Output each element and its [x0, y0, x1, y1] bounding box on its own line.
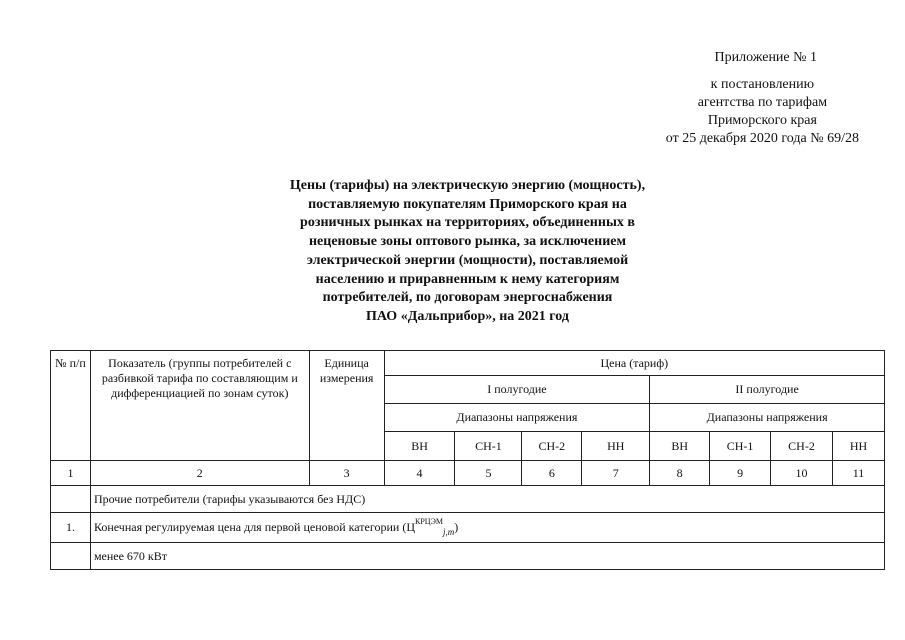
row-num: 1.: [51, 513, 91, 543]
col-number: 6: [522, 461, 582, 486]
annex-line: к постановлению: [710, 77, 815, 92]
col-number: 2: [90, 461, 309, 486]
level-cell: СН-2: [522, 432, 582, 461]
level-cell: СН-1: [455, 432, 522, 461]
empty-cell: [51, 486, 91, 513]
title-line: розничных рынках на территориях, объединенных в: [300, 215, 635, 231]
header-voltage-2: Диапазоны напряжения: [650, 404, 885, 432]
document-title: [255, 177, 680, 327]
header-unit: Единица измерения: [309, 351, 384, 461]
title-line: потребителей, по договорам энергоснабжения: [322, 290, 613, 306]
item-text: Конечная регулируемая цена для первой ценовой категории (Ц: [93, 520, 415, 534]
col-number: 5: [455, 461, 522, 486]
annex-title: Приложение № 1: [714, 50, 817, 65]
col-number: 3: [309, 461, 384, 486]
level-cell: СН-1: [710, 432, 771, 461]
tariff-table: [50, 350, 885, 570]
table-row: [51, 543, 885, 570]
col-number: 1: [51, 461, 91, 486]
item-close: ): [454, 520, 459, 534]
empty-cell: [51, 543, 91, 570]
header-num: № п/п: [51, 351, 91, 461]
col-number: 7: [582, 461, 650, 486]
title-line: ПАО «Дальприбор», на 2021 год: [366, 308, 569, 324]
header-indicator: Показатель (группы потребителей с разбивкой тарифа по составляющим и дифференциацией по зонам суток): [90, 351, 309, 461]
header-voltage-1: Диапазоны напряжения: [384, 404, 650, 432]
level-cell: ВН: [650, 432, 710, 461]
item-subscript: j,m: [442, 527, 455, 537]
item-superscript: КРЦЭМ: [415, 517, 443, 526]
item-row-text: [90, 513, 884, 543]
level-cell: ВН: [384, 432, 455, 461]
table-row: [51, 486, 885, 513]
column-number-row: [51, 461, 885, 486]
title-line: электрической энергии (мощности), поставляемой: [306, 252, 629, 268]
col-number: 8: [650, 461, 710, 486]
annex-details: [666, 76, 859, 148]
header-half-2: II полугодие: [650, 376, 885, 404]
col-number: 10: [771, 461, 833, 486]
annex-line: агентства по тарифам: [697, 95, 828, 110]
title-line: населению и приравненным к нему категориям: [315, 271, 620, 287]
header-half-1: I полугодие: [384, 376, 650, 404]
level-cell: СН-2: [771, 432, 833, 461]
level-cell: НН: [582, 432, 650, 461]
title-line: поставляемую покупателям Приморского края на: [308, 196, 627, 212]
header-price: Цена (тариф): [384, 351, 884, 376]
subrow-text: менее 670 кВт: [90, 543, 884, 570]
title-line: Цены (тарифы) на электрическую энергию (мощность),: [289, 178, 646, 193]
col-number: 9: [710, 461, 771, 486]
table-row: [51, 513, 885, 543]
title-line: неценовые зоны оптового рынка, за исключением: [308, 234, 627, 250]
col-number: 4: [384, 461, 455, 486]
section-row-text: Прочие потребители (тарифы указываются без НДС): [90, 486, 884, 513]
col-number: 11: [832, 461, 884, 486]
level-cell: НН: [832, 432, 884, 461]
annex-line: от 25 декабря 2020 года № 69/28: [665, 131, 859, 146]
annex-line: Приморского края: [707, 113, 817, 128]
